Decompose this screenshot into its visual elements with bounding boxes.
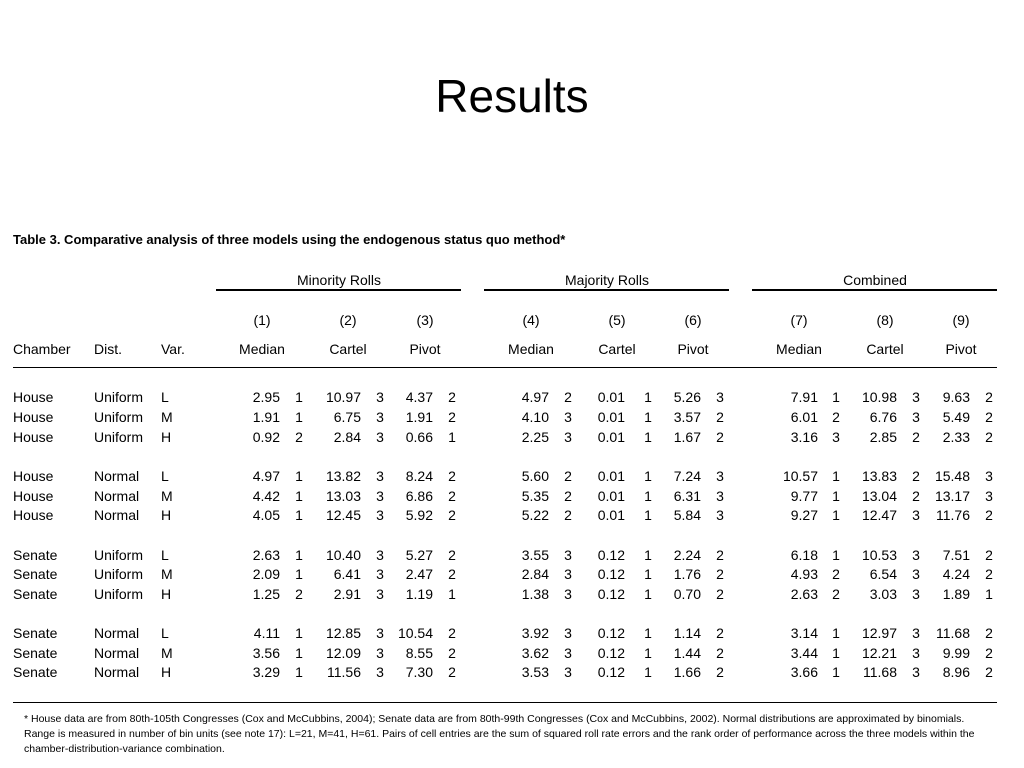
cell-rank: 2	[448, 488, 456, 504]
cell-rank: 3	[912, 586, 920, 602]
cell-value: 0.12	[597, 586, 625, 602]
cell-rank: 2	[716, 625, 724, 641]
cell-rank: 3	[716, 389, 724, 405]
cell-rank: 1	[644, 389, 652, 405]
cell-rank: 1	[832, 625, 840, 641]
cell-rank: 1	[832, 488, 840, 504]
cell-value: 1.19	[405, 586, 433, 602]
column-number: (3)	[416, 312, 434, 328]
cell-rank: 2	[448, 468, 456, 484]
cell-rank: 3	[376, 429, 384, 445]
cell-value: 13.03	[325, 488, 361, 504]
cell-value: 5.49	[942, 409, 970, 425]
cell-rank: 2	[985, 547, 993, 563]
cell-rank: 2	[985, 507, 993, 523]
cell-rank: 1	[832, 468, 840, 484]
cell-rank: 1	[644, 586, 652, 602]
cell-value: 10.54	[397, 625, 433, 641]
cell-value: 1.66	[673, 664, 701, 680]
cell-value: 3.66	[790, 664, 818, 680]
cell-value: 6.54	[869, 566, 897, 582]
cell-rank: 2	[716, 645, 724, 661]
cell-value: 4.97	[252, 468, 280, 484]
cell-rank: 3	[912, 409, 920, 425]
cell-dist: Normal	[94, 664, 140, 680]
header-rule	[13, 367, 997, 368]
cell-rank: 1	[295, 547, 303, 563]
cell-rank: 1	[295, 409, 303, 425]
group-underline	[484, 289, 729, 291]
cell-dist: Uniform	[94, 429, 144, 445]
cell-rank: 2	[448, 409, 456, 425]
cell-rank: 3	[376, 409, 384, 425]
cell-chamber: Senate	[13, 645, 58, 661]
column-number: (5)	[608, 312, 626, 328]
cell-dist: Uniform	[94, 586, 144, 602]
cell-rank: 2	[985, 429, 993, 445]
cell-value: 10.97	[325, 389, 361, 405]
model-header: Median	[508, 341, 554, 357]
cell-chamber: House	[13, 488, 54, 504]
cell-rank: 2	[564, 488, 572, 504]
cell-rank: 3	[564, 566, 572, 582]
cell-value: 2.09	[252, 566, 280, 582]
cell-rank: 2	[448, 547, 456, 563]
cell-value: 3.92	[521, 625, 549, 641]
cell-rank: 2	[985, 566, 993, 582]
cell-value: 2.47	[405, 566, 433, 582]
cell-value: 2.84	[333, 429, 361, 445]
row-header: Var.	[161, 341, 185, 357]
cell-chamber: House	[13, 409, 54, 425]
cell-rank: 3	[564, 429, 572, 445]
cell-chamber: House	[13, 389, 54, 405]
cell-chamber: Senate	[13, 586, 58, 602]
cell-rank: 1	[295, 664, 303, 680]
cell-value: 7.51	[942, 547, 970, 563]
cell-rank: 2	[564, 507, 572, 523]
cell-chamber: Senate	[13, 566, 58, 582]
cell-rank: 3	[564, 664, 572, 680]
cell-value: 2.95	[252, 389, 280, 405]
cell-rank: 1	[832, 664, 840, 680]
cell-value: 4.10	[521, 409, 549, 425]
cell-chamber: Senate	[13, 547, 58, 563]
cell-value: 2.84	[521, 566, 549, 582]
cell-value: 3.55	[521, 547, 549, 563]
cell-value: 13.17	[934, 488, 970, 504]
cell-rank: 3	[376, 625, 384, 641]
column-number: (1)	[253, 312, 271, 328]
cell-var: H	[161, 507, 172, 523]
table-bottom-rule	[13, 702, 997, 703]
cell-rank: 2	[912, 429, 920, 445]
cell-rank: 3	[564, 586, 572, 602]
cell-value: 13.82	[325, 468, 361, 484]
cell-rank: 3	[376, 645, 384, 661]
cell-rank: 2	[716, 547, 724, 563]
cell-value: 0.12	[597, 645, 625, 661]
cell-value: 0.92	[252, 429, 280, 445]
cell-value: 10.53	[861, 547, 897, 563]
cell-value: 4.42	[252, 488, 280, 504]
cell-value: 4.24	[942, 566, 970, 582]
cell-var: L	[161, 468, 169, 484]
cell-value: 4.37	[405, 389, 433, 405]
cell-rank: 3	[564, 409, 572, 425]
cell-value: 0.01	[597, 409, 625, 425]
cell-var: H	[161, 429, 172, 445]
model-header: Cartel	[598, 341, 636, 357]
cell-rank: 2	[985, 389, 993, 405]
cell-rank: 2	[832, 566, 840, 582]
cell-rank: 3	[376, 389, 384, 405]
cell-rank: 1	[644, 547, 652, 563]
cell-value: 11.68	[863, 664, 897, 680]
cell-value: 5.27	[405, 547, 433, 563]
cell-rank: 2	[832, 586, 840, 602]
cell-value: 1.91	[252, 409, 280, 425]
model-header: Pivot	[677, 341, 709, 357]
cell-rank: 2	[716, 664, 724, 680]
cell-value: 11.68	[936, 625, 970, 641]
cell-rank: 3	[376, 664, 384, 680]
cell-value: 1.91	[405, 409, 433, 425]
cell-rank: 3	[832, 429, 840, 445]
cell-rank: 1	[644, 488, 652, 504]
cell-value: 2.63	[790, 586, 818, 602]
cell-value: 13.83	[861, 468, 897, 484]
cell-rank: 3	[912, 507, 920, 523]
cell-value: 1.89	[942, 586, 970, 602]
cell-value: 2.91	[333, 586, 361, 602]
cell-rank: 1	[644, 566, 652, 582]
cell-rank: 3	[564, 645, 572, 661]
model-header: Median	[239, 341, 285, 357]
cell-value: 1.25	[252, 586, 280, 602]
cell-value: 10.40	[325, 547, 361, 563]
cell-dist: Normal	[94, 625, 140, 641]
cell-value: 12.09	[325, 645, 361, 661]
cell-value: 0.12	[597, 664, 625, 680]
cell-rank: 2	[985, 625, 993, 641]
cell-value: 3.62	[521, 645, 549, 661]
cell-value: 3.16	[790, 429, 818, 445]
cell-value: 0.70	[673, 586, 701, 602]
cell-rank: 1	[644, 664, 652, 680]
cell-value: 3.57	[673, 409, 701, 425]
cell-rank: 2	[832, 409, 840, 425]
cell-dist: Uniform	[94, 566, 144, 582]
model-header: Pivot	[945, 341, 977, 357]
cell-rank: 2	[448, 507, 456, 523]
table-footnote: * House data are from 80th-105th Congresses (Cox and McCubbins, 2004); Senate data are from 80th-99th Congresses (Cox and McCubbins, 2002). Normal distributions are approximated by binomials. Range is measured in number of bin units (see note 17): L=21, M=41, H=61. Pairs of cell entries are the sum of squared roll rate errors and the rank order of performance across the three models within the chamber-distribution-variance combination.	[24, 713, 975, 755]
cell-value: 2.85	[869, 429, 897, 445]
cell-value: 2.63	[252, 547, 280, 563]
cell-value: 5.26	[673, 389, 701, 405]
cell-value: 3.03	[869, 586, 897, 602]
cell-value: 10.98	[861, 389, 897, 405]
table-caption: Table 3. Comparative analysis of three models using the endogenous status quo method*	[13, 232, 566, 247]
cell-value: 9.63	[942, 389, 970, 405]
cell-rank: 3	[912, 389, 920, 405]
cell-value: 0.01	[597, 488, 625, 504]
cell-rank: 1	[448, 429, 456, 445]
cell-value: 1.44	[673, 645, 701, 661]
cell-var: M	[161, 566, 173, 582]
cell-rank: 2	[448, 645, 456, 661]
cell-rank: 1	[295, 625, 303, 641]
cell-rank: 3	[912, 645, 920, 661]
cell-value: 2.33	[942, 429, 970, 445]
cell-rank: 1	[832, 645, 840, 661]
cell-rank: 1	[295, 468, 303, 484]
cell-value: 4.93	[790, 566, 818, 582]
cell-value: 11.76	[936, 507, 970, 523]
cell-value: 1.76	[673, 566, 701, 582]
cell-var: L	[161, 547, 169, 563]
column-number: (2)	[339, 312, 357, 328]
cell-value: 6.86	[405, 488, 433, 504]
group-header: Majority Rolls	[564, 272, 650, 288]
cell-rank: 3	[912, 664, 920, 680]
cell-value: 6.01	[790, 409, 818, 425]
cell-value: 9.99	[942, 645, 970, 661]
cell-rank: 2	[985, 645, 993, 661]
cell-value: 7.91	[790, 389, 818, 405]
model-header: Median	[776, 341, 822, 357]
cell-rank: 2	[716, 409, 724, 425]
model-header: Cartel	[866, 341, 904, 357]
cell-value: 5.92	[405, 507, 433, 523]
row-header: Chamber	[13, 341, 71, 357]
cell-value: 6.75	[333, 409, 361, 425]
cell-rank: 2	[912, 488, 920, 504]
cell-rank: 3	[912, 547, 920, 563]
cell-value: 12.45	[325, 507, 361, 523]
cell-rank: 3	[564, 547, 572, 563]
cell-rank: 1	[448, 586, 456, 602]
cell-rank: 1	[295, 507, 303, 523]
model-header: Cartel	[329, 341, 367, 357]
group-underline	[752, 289, 997, 291]
cell-rank: 1	[644, 468, 652, 484]
cell-rank: 1	[832, 507, 840, 523]
cell-value: 0.01	[597, 389, 625, 405]
cell-rank: 2	[295, 429, 303, 445]
slide-title: Results	[435, 70, 589, 122]
cell-value: 4.05	[252, 507, 280, 523]
cell-value: 0.12	[597, 547, 625, 563]
cell-value: 2.25	[521, 429, 549, 445]
cell-rank: 1	[295, 645, 303, 661]
cell-dist: Normal	[94, 468, 140, 484]
cell-var: H	[161, 586, 172, 602]
cell-value: 3.53	[521, 664, 549, 680]
cell-rank: 2	[448, 625, 456, 641]
cell-rank: 3	[985, 468, 993, 484]
cell-chamber: House	[13, 507, 54, 523]
cell-rank: 2	[295, 586, 303, 602]
cell-value: 5.84	[673, 507, 701, 523]
cell-value: 15.48	[934, 468, 970, 484]
cell-dist: Uniform	[94, 389, 144, 405]
cell-value: 0.01	[597, 429, 625, 445]
cell-rank: 3	[912, 566, 920, 582]
cell-chamber: Senate	[13, 625, 58, 641]
cell-value: 7.24	[673, 468, 701, 484]
cell-rank: 1	[295, 389, 303, 405]
cell-rank: 1	[832, 547, 840, 563]
cell-rank: 2	[564, 389, 572, 405]
cell-value: 0.66	[405, 429, 433, 445]
cell-value: 5.22	[521, 507, 549, 523]
cell-value: 5.35	[521, 488, 549, 504]
cell-dist: Normal	[94, 488, 140, 504]
cell-rank: 3	[376, 547, 384, 563]
cell-value: 0.12	[597, 566, 625, 582]
cell-value: 9.27	[790, 507, 818, 523]
cell-value: 6.18	[790, 547, 818, 563]
cell-var: L	[161, 625, 169, 641]
cell-value: 2.24	[673, 547, 701, 563]
cell-value: 12.85	[325, 625, 361, 641]
cell-rank: 3	[376, 488, 384, 504]
cell-dist: Uniform	[94, 409, 144, 425]
group-header: Minority Rolls	[296, 272, 382, 288]
cell-value: 7.30	[405, 664, 433, 680]
cell-rank: 2	[448, 566, 456, 582]
cell-value: 3.29	[252, 664, 280, 680]
cell-rank: 1	[985, 586, 993, 602]
cell-rank: 2	[448, 389, 456, 405]
cell-rank: 1	[644, 625, 652, 641]
cell-dist: Normal	[94, 507, 140, 523]
cell-value: 1.67	[673, 429, 701, 445]
cell-rank: 1	[644, 429, 652, 445]
cell-rank: 2	[985, 664, 993, 680]
cell-rank: 3	[376, 468, 384, 484]
column-number: (7)	[790, 312, 808, 328]
cell-value: 12.21	[861, 645, 897, 661]
cell-rank: 3	[716, 468, 724, 484]
cell-rank: 3	[716, 488, 724, 504]
column-number: (6)	[684, 312, 702, 328]
cell-rank: 2	[912, 468, 920, 484]
cell-dist: Uniform	[94, 547, 144, 563]
cell-value: 3.44	[790, 645, 818, 661]
cell-value: 6.76	[869, 409, 897, 425]
cell-value: 13.04	[861, 488, 897, 504]
cell-value: 8.24	[405, 468, 433, 484]
cell-rank: 2	[564, 468, 572, 484]
cell-rank: 3	[376, 586, 384, 602]
cell-value: 9.77	[790, 488, 818, 504]
cell-rank: 2	[448, 664, 456, 680]
cell-value: 3.56	[252, 645, 280, 661]
cell-value: 8.55	[405, 645, 433, 661]
cell-value: 11.56	[327, 664, 361, 680]
cell-rank: 3	[985, 488, 993, 504]
row-header: Dist.	[94, 341, 122, 357]
cell-rank: 3	[716, 507, 724, 523]
cell-rank: 1	[644, 507, 652, 523]
cell-value: 6.31	[673, 488, 701, 504]
cell-rank: 1	[644, 645, 652, 661]
cell-dist: Normal	[94, 645, 140, 661]
cell-var: L	[161, 389, 169, 405]
cell-rank: 1	[295, 488, 303, 504]
cell-var: M	[161, 409, 173, 425]
cell-value: 0.01	[597, 507, 625, 523]
cell-var: H	[161, 664, 172, 680]
column-number: (8)	[876, 312, 894, 328]
cell-rank: 3	[376, 566, 384, 582]
cell-value: 1.38	[521, 586, 549, 602]
cell-value: 3.14	[790, 625, 818, 641]
cell-rank: 1	[832, 389, 840, 405]
cell-value: 6.41	[333, 566, 361, 582]
cell-rank: 1	[295, 566, 303, 582]
cell-rank: 3	[912, 625, 920, 641]
cell-var: M	[161, 645, 173, 661]
group-underline	[216, 289, 461, 291]
cell-rank: 2	[985, 409, 993, 425]
cell-value: 12.47	[861, 507, 897, 523]
cell-chamber: Senate	[13, 664, 58, 680]
cell-value: 10.57	[782, 468, 818, 484]
cell-rank: 2	[716, 429, 724, 445]
cell-rank: 2	[716, 586, 724, 602]
cell-value: 5.60	[521, 468, 549, 484]
cell-var: M	[161, 488, 173, 504]
cell-chamber: House	[13, 429, 54, 445]
cell-value: 1.14	[673, 625, 701, 641]
cell-chamber: House	[13, 468, 54, 484]
cell-rank: 2	[716, 566, 724, 582]
column-number: (9)	[952, 312, 970, 328]
cell-value: 12.97	[861, 625, 897, 641]
cell-value: 8.96	[942, 664, 970, 680]
cell-rank: 3	[564, 625, 572, 641]
cell-value: 0.12	[597, 625, 625, 641]
column-number: (4)	[522, 312, 540, 328]
cell-value: 4.97	[521, 389, 549, 405]
model-header: Pivot	[409, 341, 441, 357]
cell-value: 0.01	[597, 468, 625, 484]
cell-value: 4.11	[253, 625, 280, 641]
cell-rank: 1	[644, 409, 652, 425]
cell-rank: 3	[376, 507, 384, 523]
group-header: Combined	[843, 272, 907, 288]
